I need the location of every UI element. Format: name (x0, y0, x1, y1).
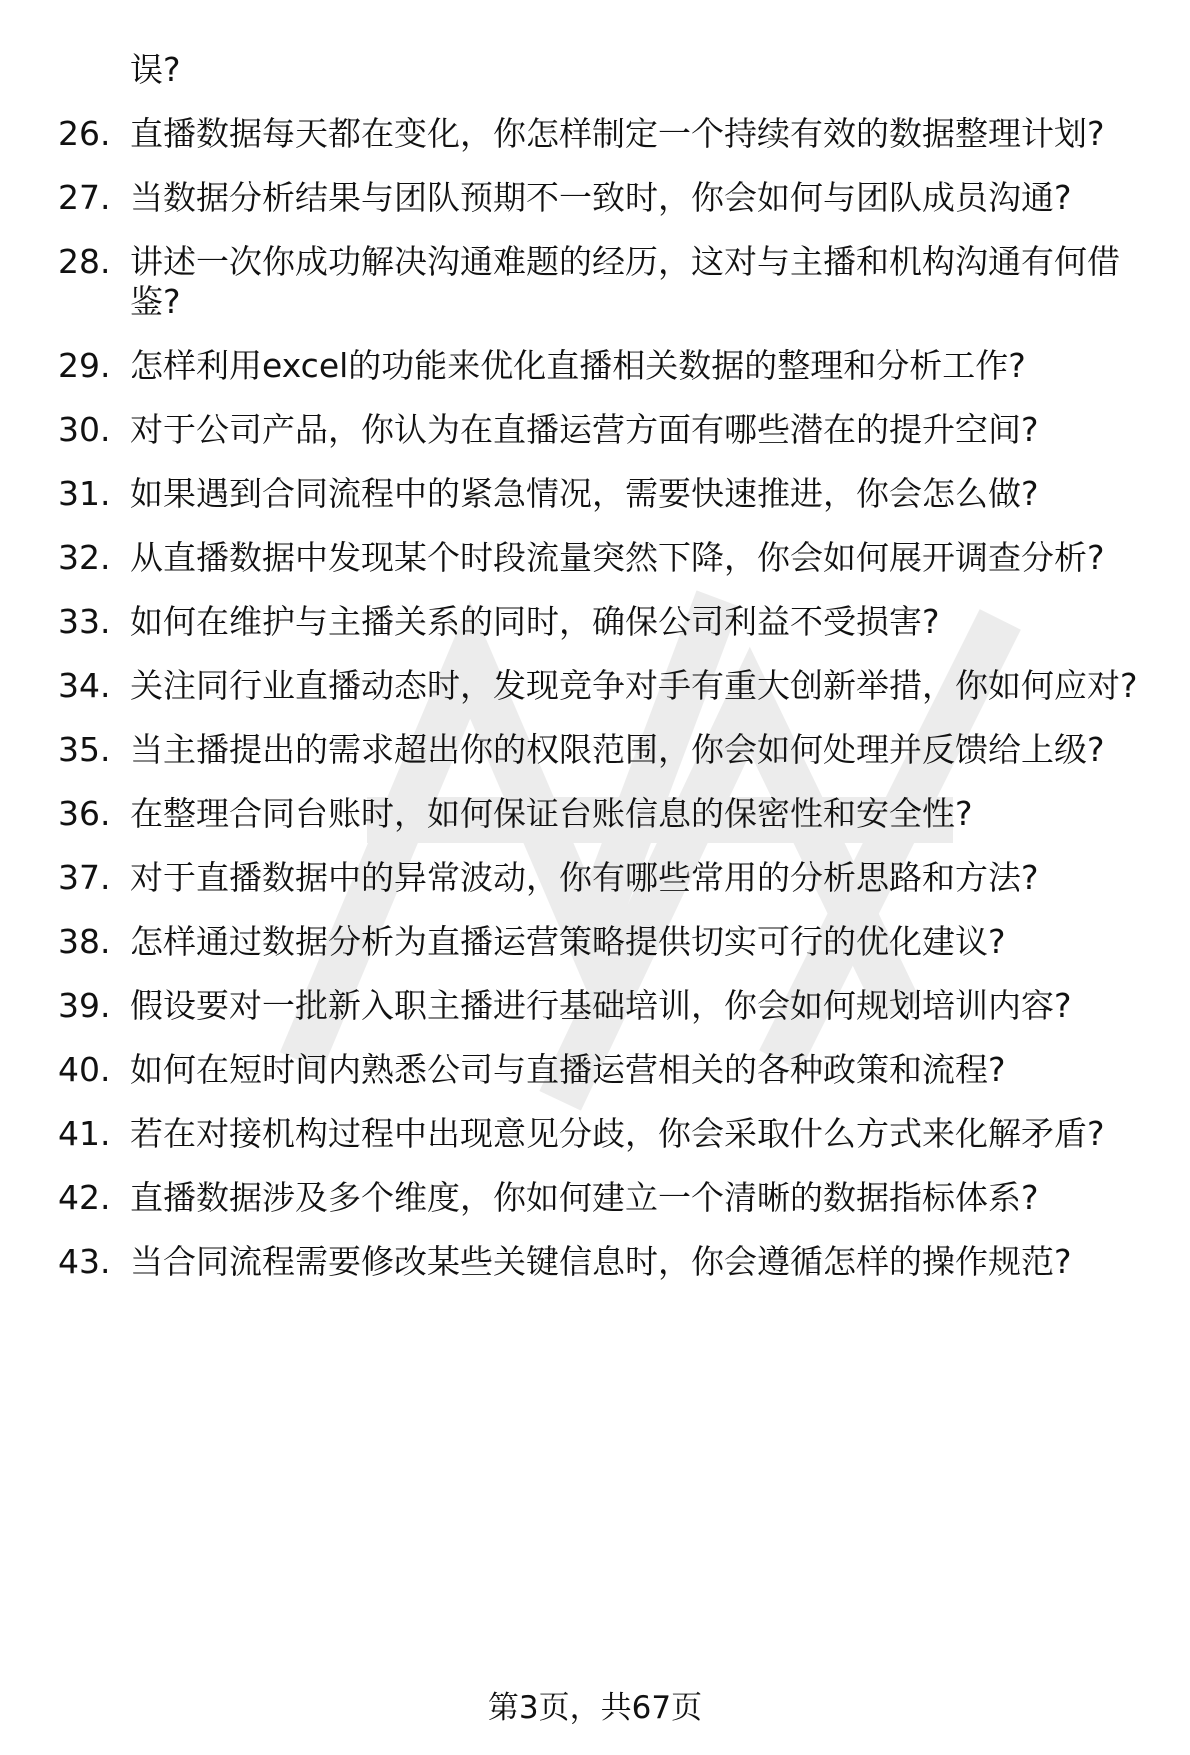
question-text: 从直播数据中发现某个时段流量突然下降，你会如何展开调查分析? (130, 538, 1105, 577)
question-text: 当主播提出的需求超出你的权限范围，你会如何处理并反馈给上级? (130, 730, 1105, 769)
question-text: 对于公司产品，你认为在直播运营方面有哪些潜在的提升空间? (130, 410, 1039, 449)
question-text: 当合同流程需要修改某些关键信息时，你会遵循怎样的操作规范? (130, 1242, 1072, 1281)
question-text: 如果遇到合同流程中的紧急情况，需要快速推进，你会怎么做? (130, 474, 1039, 513)
question-number: 38. (58, 922, 111, 961)
list-item (0, 1114, 1190, 1154)
question-number: 33. (58, 602, 111, 641)
list-item (0, 538, 1190, 578)
list-item (0, 178, 1190, 218)
list-item (0, 1050, 1190, 1090)
question-text: 在整理合同台账时，如何保证台账信息的保密性和安全性? (130, 794, 973, 833)
question-number: 42. (58, 1178, 111, 1217)
question-number: 37. (58, 858, 111, 897)
question-number: 41. (58, 1114, 111, 1153)
question-number: 28. (58, 242, 111, 281)
question-number: 26. (58, 114, 111, 153)
question-number: 34. (58, 666, 111, 705)
question-number: 36. (58, 794, 111, 833)
list-item (0, 922, 1190, 962)
question-number: 30. (58, 410, 111, 449)
question-number: 31. (58, 474, 111, 513)
list-item (0, 114, 1190, 154)
question-text: 如何在短时间内熟悉公司与直播运营相关的各种政策和流程? (130, 1050, 1006, 1089)
question-number: 29. (58, 346, 111, 385)
question-text: 当数据分析结果与团队预期不一致时，你会如何与团队成员沟通? (130, 178, 1072, 217)
question-text: 若在对接机构过程中出现意见分歧，你会采取什么方式来化解矛盾? (130, 1114, 1105, 1153)
question-text: 讲述一次你成功解决沟通难题的经历，这对与主播和机构沟通有何借鉴? (130, 242, 1120, 321)
list-item (0, 410, 1190, 450)
list-item (0, 794, 1190, 834)
question-text: 误? (130, 50, 181, 89)
question-text: 对于直播数据中的异常波动，你有哪些常用的分析思路和方法? (130, 858, 1039, 897)
list-item (0, 986, 1190, 1026)
question-list (0, 50, 1190, 1306)
list-item (0, 346, 1190, 386)
question-number: 39. (58, 986, 111, 1025)
list-item (0, 474, 1190, 514)
list-item (0, 1242, 1190, 1282)
question-text: 怎样通过数据分析为直播运营策略提供切实可行的优化建议? (130, 922, 1006, 961)
list-item (0, 242, 1190, 322)
list-item (0, 50, 1190, 90)
question-number: 40. (58, 1050, 111, 1089)
question-number: 35. (58, 730, 111, 769)
list-item (0, 1178, 1190, 1218)
question-text: 直播数据涉及多个维度，你如何建立一个清晰的数据指标体系? (130, 1178, 1039, 1217)
question-text: 直播数据每天都在变化，你怎样制定一个持续有效的数据整理计划? (130, 114, 1105, 153)
question-number: 27. (58, 178, 111, 217)
list-item (0, 666, 1190, 706)
question-text: 关注同行业直播动态时，发现竞争对手有重大创新举措，你如何应对? (130, 666, 1138, 705)
question-number: 32. (58, 538, 111, 577)
list-item (0, 730, 1190, 770)
question-text: 怎样利用excel的功能来优化直播相关数据的整理和分析工作? (130, 346, 1026, 385)
question-number: 43. (58, 1242, 111, 1281)
list-item (0, 602, 1190, 642)
question-text: 如何在维护与主播关系的同时，确保公司利益不受损害? (130, 602, 940, 641)
question-text: 假设要对一批新入职主播进行基础培训，你会如何规划培训内容? (130, 986, 1072, 1025)
page-footer: 第3页，共67页 (487, 1690, 703, 1726)
list-item (0, 858, 1190, 898)
